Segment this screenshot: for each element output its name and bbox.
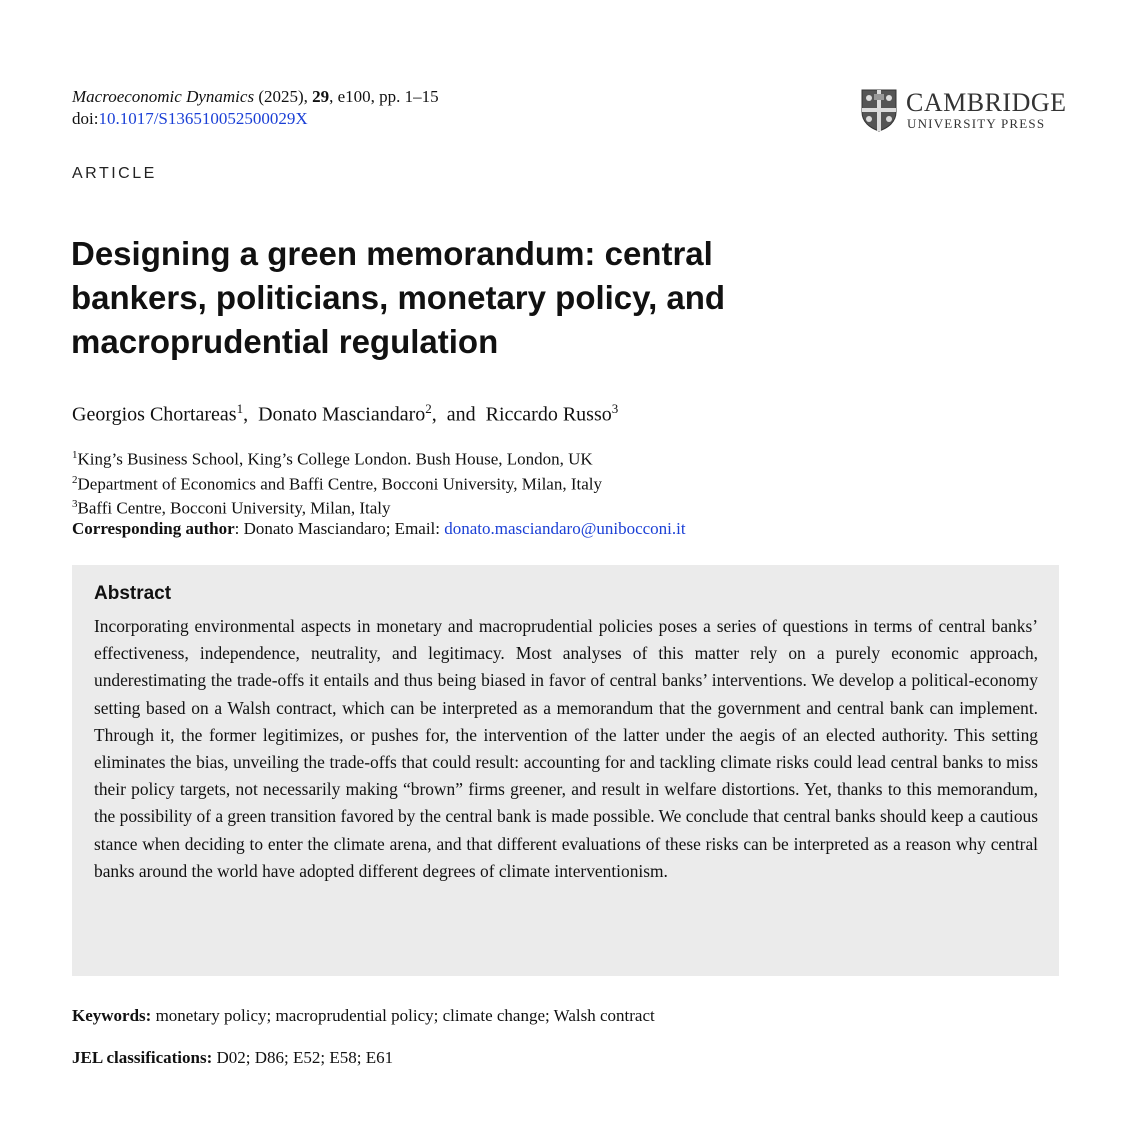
- cambridge-shield-icon: [860, 88, 898, 132]
- abstract-text: Incorporating environmental aspects in monetary and macroprudential policies poses a series of questions in terms of central banks’ effectiveness, independence, neutrality, and legitimacy. Most analyses of this matter rely on a purely economic approach, underestimating the trade-offs it entails and thus being biased in favor of central banks’ interventions. We develop a political-economy setting based on a Walsh contract, which can be interpreted as a memorandum that the government and central bank can implement. Through it, the former legitimizes, or pushes for, the intervention of the latter under the aegis of an elected authority. This setting eliminates the bias, unveiling the trade-offs that could result: accounting for and tackling climate risks could lead central banks to miss their policy targets, not necessarily making “brown” firms greener, and result in welfare distortions. Yet, thanks to this memorandum, the possibility of a green transition favored by the central bank is made possible. We conclude that central banks should keep a cautious stance when deciding to enter the climate arena, and that different evaluations of these risks can be interpreted as a reason why central banks around the world have adopted different degrees of climate interventionism.: [94, 616, 1038, 881]
- author-list: [72, 396, 618, 428]
- abstract-box: [72, 565, 1059, 976]
- corresponding-author-label: Corresponding author: [72, 519, 235, 538]
- affiliation-number: 1: [72, 449, 78, 461]
- affiliation-text: Baffi Centre, Bocconi University, Milan, Italy: [77, 498, 391, 518]
- author-affiliation-mark: 3: [611, 401, 619, 416]
- affiliation-number: 3: [72, 498, 78, 510]
- doi-link[interactable]: 10.1017/S136510052500029X: [98, 109, 308, 128]
- journal-year: (2025),: [258, 87, 308, 106]
- publisher-name: CAMBRIDGE: [906, 88, 1067, 117]
- author-name: Donato Masciandaro: [258, 403, 426, 426]
- publisher-logo: [860, 86, 1065, 134]
- affiliation-item: [72, 444, 593, 471]
- author-separator: ,: [243, 403, 259, 426]
- keywords-line: [72, 1005, 655, 1027]
- article-title: Designing a green memorandum: central bankers, politicians, monetary policy, and macroprudential regulation: [71, 235, 726, 360]
- article-type-label: ARTICLE: [72, 165, 157, 182]
- author-name: Riccardo Russo: [485, 403, 612, 426]
- keywords-label: Keywords:: [72, 1006, 152, 1025]
- affiliation-number: 2: [72, 474, 78, 486]
- affiliation-text: King’s Business School, King’s College London. Bush House, London, UK: [77, 449, 593, 469]
- affiliation-text: Department of Economics and Baffi Centre, Bocconi University, Milan, Italy: [77, 474, 603, 494]
- doi-prefix: doi:: [72, 109, 99, 128]
- journal-citation: [72, 86, 439, 108]
- jel-line: [72, 1047, 393, 1069]
- corresponding-author: [72, 518, 686, 540]
- affiliation-item: [72, 493, 391, 520]
- corresponding-author-text: : Donato Masciandaro; Email:: [234, 519, 445, 538]
- abstract-heading: Abstract: [94, 583, 172, 604]
- author-separator: , and: [431, 403, 486, 426]
- jel-text: D02; D86; E52; E58; E61: [212, 1048, 394, 1067]
- jel-label: JEL classifications:: [72, 1048, 213, 1067]
- publisher-subname: UNIVERSITY PRESS: [907, 116, 1046, 131]
- author-affiliation-mark: 1: [236, 401, 244, 416]
- journal-article-pages: , e100, pp. 1–15: [329, 87, 439, 106]
- email-link[interactable]: donato.masciandaro@unibocconi.it: [444, 519, 686, 538]
- keywords-text: monetary policy; macroprudential policy; climate change; Walsh contract: [151, 1006, 655, 1025]
- affiliation-item: [72, 469, 602, 496]
- author-name: Georgios Chortareas: [72, 403, 237, 426]
- author-affiliation-mark: 2: [425, 401, 432, 416]
- journal-name: Macroeconomic Dynamics: [72, 87, 255, 106]
- journal-volume: 29: [312, 87, 330, 106]
- doi-line: [72, 108, 308, 130]
